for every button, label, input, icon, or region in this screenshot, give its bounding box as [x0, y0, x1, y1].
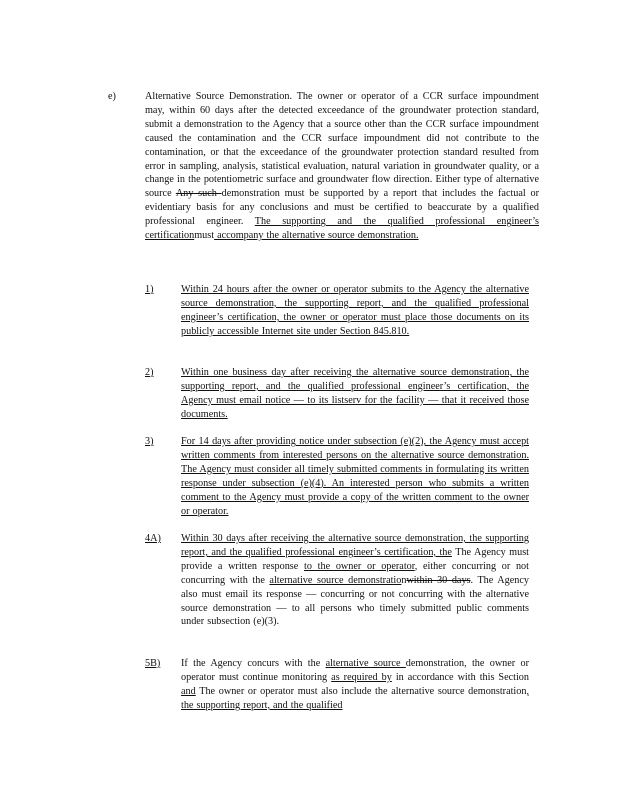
- item-text: demonstration, the owner or operator must continue monitoring: [181, 658, 529, 683]
- item-2-paragraph: Within one business day after receiving the alternative source demonstration, the supporting report, and the qualified professional engineer’s certification, the Agency must email notice — to its listserv for the facility — that it received those documents.: [181, 367, 529, 420]
- item-3-paragraph: For 14 days after providing notice under subsection (e)(2), the Agency must accept written comments from interested persons on the alternative source demonstration. The Agency must consider all timely submitted comments in formulating its written response under subsection (e)(4). An interested person who submits a written comment to the Agency must provide a copy of the written comment to the owner or operator.: [181, 436, 529, 517]
- section-e-paragraph: [145, 90, 539, 243]
- item-1-label: 1): [145, 284, 154, 295]
- item-text: . The Agency also must email its response — concurring or not concurring with the alternative source demonstration — to all persons who timely submitted public comments under subsection (e)(3).: [181, 574, 529, 628]
- item-text: , either concurring or not concurring with the: [181, 560, 529, 586]
- section-text: must: [194, 230, 215, 242]
- struck-text: within 30 days: [406, 574, 471, 586]
- item-1-paragraph: Within 24 hours after the owner or operator submits to the Agency the alternative source demonstration, the supporting report, and the qualified professional engineer’s certification, the owner or operator must place those documents on its publicly accessible Internet site under Section 845.810.: [181, 284, 529, 337]
- underlined-text: , the supporting report, and the qualified: [181, 685, 529, 711]
- section-text: accurate by a qualified professional engineer.: [145, 202, 539, 228]
- section-heading: Alternative Source Demonstration.: [145, 91, 292, 102]
- item-2-label: 2): [145, 367, 154, 378]
- section-text: demonstration must be supported by a report that includes the factual or evidentiary basis for any conclusions and must be certified to be: [145, 188, 540, 214]
- item-text: The owner or operator must also include the alternative source demonstration: [195, 685, 527, 697]
- underlined-text: alternative source demonstratio: [269, 574, 402, 586]
- item-text: n: [401, 574, 407, 586]
- section-text: The owner or operator of a CCR surface impoundment may, within 60 days after the detected exceedance of the groundwater protection standard, submit a demonstration to the Agency that a source other than the CCR surface impoundment caused the contamination and the CCR surface impoundment did not contribute to the contamination, or that the exceedance of the groundwater protection standard resulted from error in sampling, analysis, statistical evaluation, natural variation in groundwater quality, or a change in the potentiometric surface and groundwater flow direction. Either type of alternative source: [145, 91, 539, 200]
- item-5b-label: 5B): [145, 658, 161, 669]
- underlined-text: and: [181, 685, 196, 697]
- underlined-text: The supporting and the qualified professional engineer’s certification: [145, 216, 539, 242]
- underlined-text: Within 30 days after receiving the alternative source demonstration, the supporting report, and the qualified professional engineer’s certification, the: [181, 533, 529, 558]
- item-text: The Agency must provide a written response: [181, 546, 529, 572]
- item-5b-paragraph: [181, 657, 529, 713]
- underlined-text: to the owner or operator: [304, 560, 415, 572]
- section-label: e): [108, 91, 116, 102]
- item-4a-paragraph: [181, 532, 529, 629]
- underlined-text: accompany the alternative source demonstration.: [214, 230, 419, 242]
- underlined-text: as required by: [331, 671, 392, 683]
- underlined-text: alternative source: [325, 658, 406, 669]
- item-text: in accordance with this Section: [391, 671, 529, 683]
- item-text: If the Agency concurs with the: [181, 658, 326, 669]
- struck-text: Any such: [175, 188, 222, 200]
- item-4a-label: 4A): [145, 533, 161, 544]
- item-3-label: 3): [145, 436, 154, 447]
